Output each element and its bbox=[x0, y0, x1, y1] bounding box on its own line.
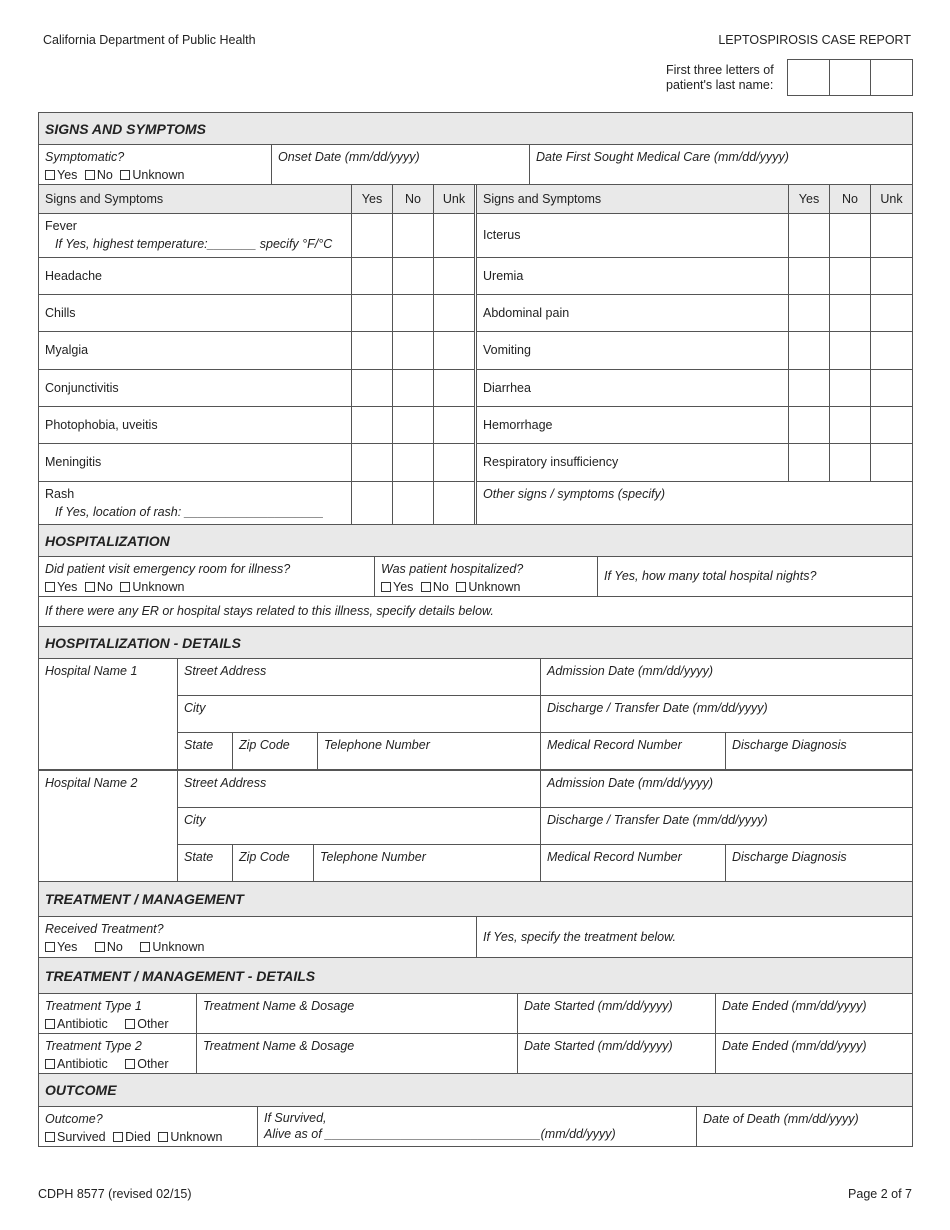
checkbox-treatment-yes[interactable] bbox=[45, 942, 55, 952]
checkbox-type1-other[interactable] bbox=[125, 1019, 135, 1029]
col-header-unk-right: Unk bbox=[870, 184, 913, 214]
symptom-row-headache: Headache bbox=[38, 257, 352, 295]
hemorrhage-unk-box[interactable] bbox=[870, 406, 913, 444]
symptom-row-abdominal-pain: Abdominal pain bbox=[476, 294, 789, 332]
hospital-1-phone-field[interactable]: Telephone Number bbox=[317, 732, 541, 770]
symptom-row-fever: Fever If Yes, highest temperature:_______ specify °F/°C bbox=[38, 213, 352, 258]
symptom-row-rash: Rash If Yes, location of rash: ____________________ bbox=[38, 481, 352, 525]
symptom-row-diarrhea: Diarrhea bbox=[476, 369, 789, 407]
treatment-2-end-field[interactable]: Date Ended (mm/dd/yyyy) bbox=[715, 1033, 913, 1074]
symptomatic-options: Yes No Unknown bbox=[45, 166, 265, 184]
abdominal-pain-no-box[interactable] bbox=[829, 294, 871, 332]
icterus-unk-box[interactable] bbox=[870, 213, 913, 258]
chills-no-box[interactable] bbox=[392, 294, 434, 332]
symptom-row-vomiting: Vomiting bbox=[476, 331, 789, 370]
symptom-row-hemorrhage: Hemorrhage bbox=[476, 406, 789, 444]
initial-box-1[interactable] bbox=[787, 59, 830, 96]
symptom-row-meningitis: Meningitis bbox=[38, 443, 352, 482]
treatment-specify-note: If Yes, specify the treatment below. bbox=[476, 916, 913, 958]
rash-unk-box[interactable] bbox=[433, 481, 475, 525]
conjunctivitis-no-box[interactable] bbox=[392, 369, 434, 407]
hospital-1-state-field[interactable]: State bbox=[177, 732, 233, 770]
myalgia-no-box[interactable] bbox=[392, 331, 434, 370]
hospital-1-admission-field[interactable]: Admission Date (mm/dd/yyyy) bbox=[540, 658, 913, 696]
symptom-row-chills: Chills bbox=[38, 294, 352, 332]
hospital-name-1-field[interactable]: Hospital Name 1 bbox=[38, 658, 178, 770]
uremia-yes-box[interactable] bbox=[788, 257, 830, 295]
er-visit-cell: Did patient visit emergency room for illness? Yes No Unknown bbox=[38, 556, 375, 597]
form-id: CDPH 8577 (revised 02/15) bbox=[38, 1187, 192, 1201]
icterus-yes-box[interactable] bbox=[788, 213, 830, 258]
diarrhea-unk-box[interactable] bbox=[870, 369, 913, 407]
headache-no-box[interactable] bbox=[392, 257, 434, 295]
hemorrhage-no-box[interactable] bbox=[829, 406, 871, 444]
page-number: Page 2 of 7 bbox=[848, 1187, 912, 1201]
symptom-row-conjunctivitis: Conjunctivitis bbox=[38, 369, 352, 407]
checkbox-treatment-no[interactable] bbox=[95, 942, 105, 952]
checkbox-symptomatic-unknown[interactable] bbox=[120, 170, 130, 180]
report-title: LEPTOSPIROSIS CASE REPORT bbox=[718, 33, 911, 47]
checkbox-treatment-unknown[interactable] bbox=[140, 942, 150, 952]
hospital-2-zip-field[interactable]: Zip Code bbox=[232, 844, 314, 882]
checkbox-hospitalized-unknown[interactable] bbox=[456, 582, 466, 592]
respiratory-unk-box[interactable] bbox=[870, 443, 913, 482]
checkbox-er-no[interactable] bbox=[85, 582, 95, 592]
hospital-1-city-field[interactable]: City bbox=[177, 695, 541, 733]
other-symptoms-field[interactable]: Other signs / symptoms (specify) bbox=[476, 481, 913, 525]
hospital-nights-field[interactable]: If Yes, how many total hospital nights? bbox=[597, 556, 913, 597]
symptom-row-icterus: Icterus bbox=[476, 213, 789, 258]
respiratory-no-box[interactable] bbox=[829, 443, 871, 482]
alive-as-of-field[interactable]: If Survived, Alive as of _______________________________(mm/dd/yyyy) bbox=[257, 1106, 697, 1147]
received-treatment-cell: Received Treatment? Yes No Unknown bbox=[38, 916, 477, 958]
treatment-type-2-cell: Treatment Type 2 Antibiotic Other bbox=[38, 1033, 197, 1074]
checkbox-symptomatic-yes[interactable] bbox=[45, 170, 55, 180]
hospital-2-phone-field[interactable]: Telephone Number bbox=[313, 844, 541, 882]
checkbox-er-unknown[interactable] bbox=[120, 582, 130, 592]
col-header-no-right: No bbox=[829, 184, 871, 214]
fever-yes-box[interactable] bbox=[351, 213, 393, 258]
respiratory-yes-box[interactable] bbox=[788, 443, 830, 482]
headache-yes-box[interactable] bbox=[351, 257, 393, 295]
headache-unk-box[interactable] bbox=[433, 257, 475, 295]
hospital-2-city-field[interactable]: City bbox=[177, 807, 541, 845]
initial-box-2[interactable] bbox=[829, 59, 871, 96]
meningitis-unk-box[interactable] bbox=[433, 443, 475, 482]
col-header-signs-left: Signs and Symptoms bbox=[38, 184, 352, 214]
treatment-1-name-field[interactable]: Treatment Name & Dosage bbox=[196, 993, 518, 1034]
photophobia-no-box[interactable] bbox=[392, 406, 434, 444]
first-care-date-field[interactable]: Date First Sought Medical Care (mm/dd/yyyy) bbox=[529, 144, 913, 185]
symptomatic-cell: Symptomatic? Yes No Unknown bbox=[38, 144, 272, 185]
agency-name: California Department of Public Health bbox=[43, 33, 256, 47]
hemorrhage-yes-box[interactable] bbox=[788, 406, 830, 444]
abdominal-pain-yes-box[interactable] bbox=[788, 294, 830, 332]
fever-unk-box[interactable] bbox=[433, 213, 475, 258]
vomiting-unk-box[interactable] bbox=[870, 331, 913, 370]
symptom-row-uremia: Uremia bbox=[476, 257, 789, 295]
hospital-stays-note: If there were any ER or hospital stays related to this illness, specify details below. bbox=[38, 596, 913, 627]
hospital-2-admission-field[interactable]: Admission Date (mm/dd/yyyy) bbox=[540, 770, 913, 808]
myalgia-unk-box[interactable] bbox=[433, 331, 475, 370]
col-header-yes-right: Yes bbox=[788, 184, 830, 214]
hospital-1-discharge-date-field[interactable]: Discharge / Transfer Date (mm/dd/yyyy) bbox=[540, 695, 913, 733]
myalgia-yes-box[interactable] bbox=[351, 331, 393, 370]
symptom-row-respiratory: Respiratory insufficiency bbox=[476, 443, 789, 482]
col-header-yes-left: Yes bbox=[351, 184, 393, 214]
initial-box-3[interactable] bbox=[870, 59, 913, 96]
checkbox-hospitalized-no[interactable] bbox=[421, 582, 431, 592]
symptom-row-photophobia: Photophobia, uveitis bbox=[38, 406, 352, 444]
conjunctivitis-unk-box[interactable] bbox=[433, 369, 475, 407]
section-treatment: TREATMENT / MANAGEMENT bbox=[38, 881, 913, 917]
symptom-row-myalgia: Myalgia bbox=[38, 331, 352, 370]
icterus-no-box[interactable] bbox=[829, 213, 871, 258]
hospital-1-zip-field[interactable]: Zip Code bbox=[232, 732, 318, 770]
initials-label: First three letters of patient's last name: bbox=[666, 63, 774, 92]
hospital-1-mrn-field[interactable]: Medical Record Number bbox=[540, 732, 726, 770]
section-hospitalization-details: HOSPITALIZATION - DETAILS bbox=[38, 626, 913, 659]
checkbox-type1-antibiotic[interactable] bbox=[45, 1019, 55, 1029]
hospital-2-discharge-date-field[interactable]: Discharge / Transfer Date (mm/dd/yyyy) bbox=[540, 807, 913, 845]
section-treatment-details: TREATMENT / MANAGEMENT - DETAILS bbox=[38, 957, 913, 994]
hospitalized-cell: Was patient hospitalized? Yes No Unknown bbox=[374, 556, 598, 597]
uremia-unk-box[interactable] bbox=[870, 257, 913, 295]
chills-unk-box[interactable] bbox=[433, 294, 475, 332]
uremia-no-box[interactable] bbox=[829, 257, 871, 295]
col-header-unk-left: Unk bbox=[433, 184, 475, 214]
vomiting-yes-box[interactable] bbox=[788, 331, 830, 370]
hospital-2-street-field[interactable]: Street Address bbox=[177, 770, 541, 808]
treatment-1-start-field[interactable]: Date Started (mm/dd/yyyy) bbox=[517, 993, 716, 1034]
treatment-type-1-cell: Treatment Type 1 Antibiotic Other bbox=[38, 993, 197, 1034]
checkbox-outcome-died[interactable] bbox=[113, 1132, 123, 1142]
chills-yes-box[interactable] bbox=[351, 294, 393, 332]
hospital-1-street-field[interactable]: Street Address bbox=[177, 658, 541, 696]
treatment-2-name-field[interactable]: Treatment Name & Dosage bbox=[196, 1033, 518, 1074]
conjunctivitis-yes-box[interactable] bbox=[351, 369, 393, 407]
section-signs-symptoms: SIGNS AND SYMPTOMS bbox=[38, 112, 913, 145]
vomiting-no-box[interactable] bbox=[829, 331, 871, 370]
section-hospitalization: HOSPITALIZATION bbox=[38, 524, 913, 557]
rash-no-box[interactable] bbox=[392, 481, 434, 525]
meningitis-no-box[interactable] bbox=[392, 443, 434, 482]
abdominal-pain-unk-box[interactable] bbox=[870, 294, 913, 332]
hospital-2-state-field[interactable]: State bbox=[177, 844, 233, 882]
meningitis-yes-box[interactable] bbox=[351, 443, 393, 482]
treatment-1-end-field[interactable]: Date Ended (mm/dd/yyyy) bbox=[715, 993, 913, 1034]
date-of-death-field[interactable]: Date of Death (mm/dd/yyyy) bbox=[696, 1106, 913, 1147]
hospital-2-diagnosis-field[interactable]: Discharge Diagnosis bbox=[725, 844, 913, 882]
col-header-signs-right: Signs and Symptoms bbox=[476, 184, 789, 214]
checkbox-outcome-unknown[interactable] bbox=[158, 1132, 168, 1142]
hospital-2-mrn-field[interactable]: Medical Record Number bbox=[540, 844, 726, 882]
photophobia-unk-box[interactable] bbox=[433, 406, 475, 444]
checkbox-er-yes[interactable] bbox=[45, 582, 55, 592]
checkbox-outcome-survived[interactable] bbox=[45, 1132, 55, 1142]
checkbox-symptomatic-no[interactable] bbox=[85, 170, 95, 180]
col-header-no-left: No bbox=[392, 184, 434, 214]
hospital-name-2-field[interactable]: Hospital Name 2 bbox=[38, 770, 178, 882]
checkbox-type2-other[interactable] bbox=[125, 1059, 135, 1069]
hospital-1-diagnosis-field[interactable]: Discharge Diagnosis bbox=[725, 732, 913, 770]
treatment-2-start-field[interactable]: Date Started (mm/dd/yyyy) bbox=[517, 1033, 716, 1074]
onset-date-field[interactable]: Onset Date (mm/dd/yyyy) bbox=[271, 144, 530, 185]
photophobia-yes-box[interactable] bbox=[351, 406, 393, 444]
diarrhea-yes-box[interactable] bbox=[788, 369, 830, 407]
diarrhea-no-box[interactable] bbox=[829, 369, 871, 407]
checkbox-type2-antibiotic[interactable] bbox=[45, 1059, 55, 1069]
outcome-cell: Outcome? Survived Died Unknown bbox=[38, 1106, 258, 1147]
section-outcome: OUTCOME bbox=[38, 1073, 913, 1107]
rash-yes-box[interactable] bbox=[351, 481, 393, 525]
fever-no-box[interactable] bbox=[392, 213, 434, 258]
checkbox-hospitalized-yes[interactable] bbox=[381, 582, 391, 592]
